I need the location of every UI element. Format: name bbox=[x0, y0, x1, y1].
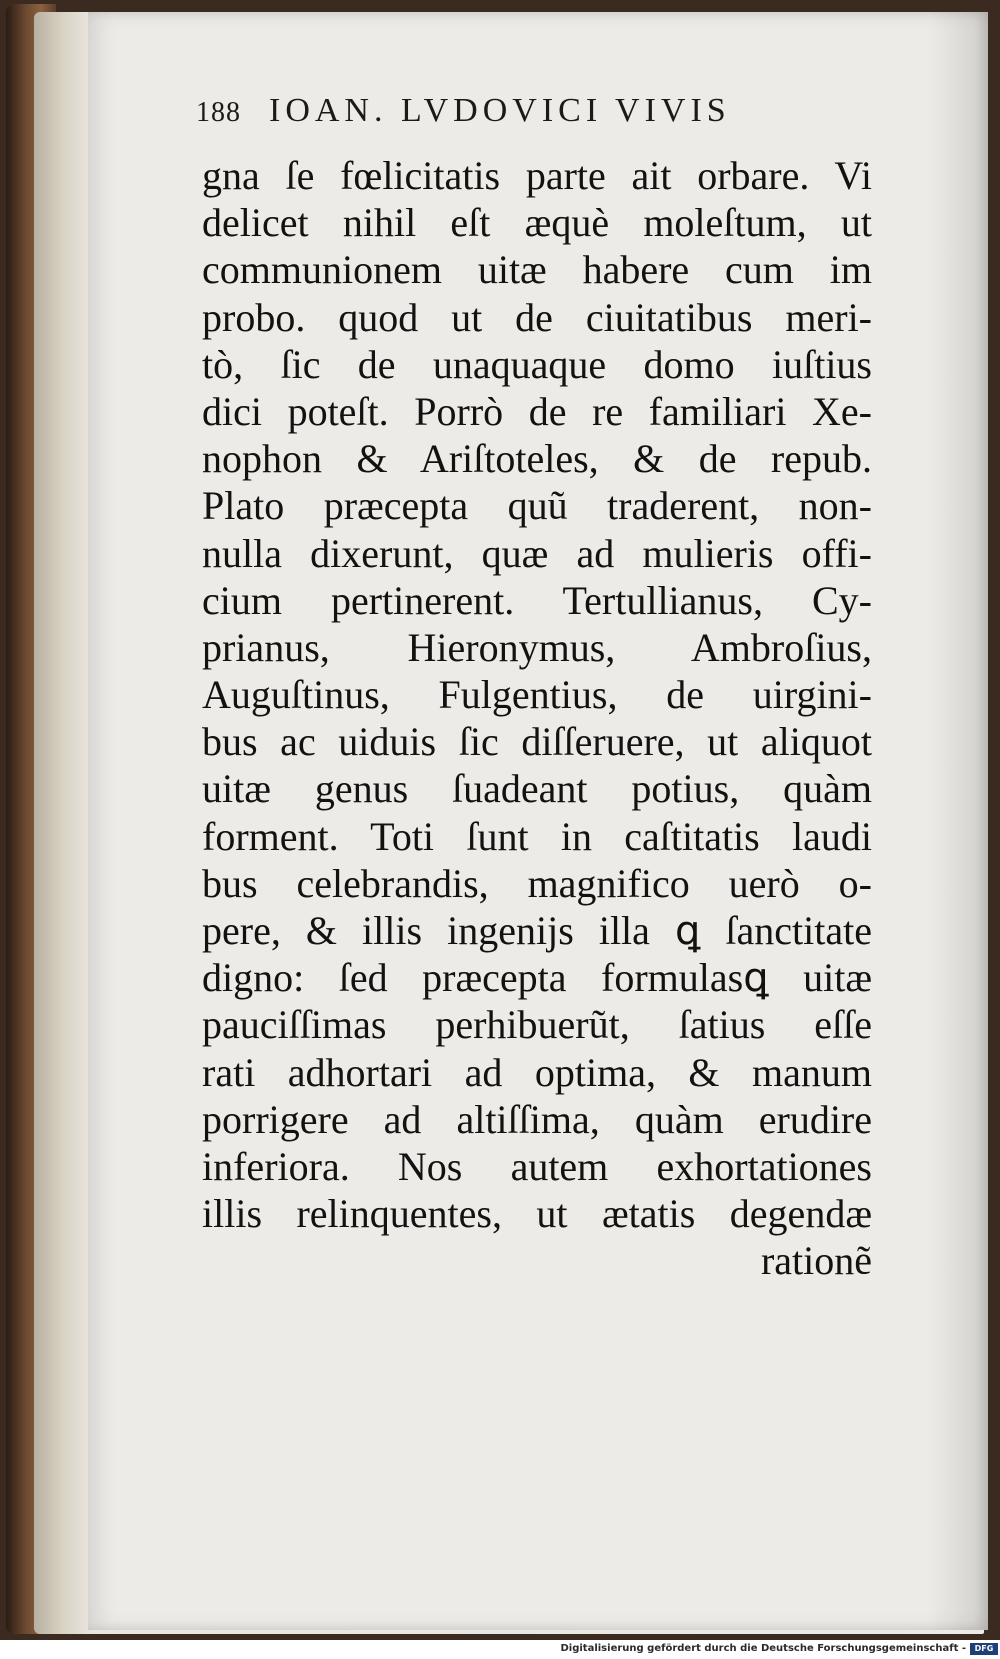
running-header bbox=[196, 92, 866, 148]
text-line: Plato præcepta quũ traderent, non- bbox=[202, 483, 872, 529]
dfg-logo: DFG bbox=[970, 1643, 998, 1655]
catchword: rationẽ bbox=[760, 1238, 872, 1284]
text-line: nulla dixerunt, quæ ad mulieris offi- bbox=[202, 530, 872, 576]
text-line: forment. Toti ſunt in caſtitatis laudi bbox=[202, 813, 872, 859]
text-line: tò, ſic de unaquaque domo iuſtius bbox=[202, 341, 872, 387]
text-line: dici poteſt. Porrò de re familiari Xe- bbox=[202, 388, 872, 434]
text-line: communionem uitæ habere cum im bbox=[202, 247, 872, 293]
text-line: uitæ genus ſuadeant potius, quàm bbox=[202, 766, 872, 812]
text-line: delicet nihil eſt æquè moleſtum, ut bbox=[202, 200, 872, 246]
body-text bbox=[202, 152, 872, 1285]
text-line: gna ſe fœlicitatis parte ait orbare. Vi bbox=[202, 153, 872, 198]
text-line: illis relinquentes, ut ætatis degendæ bbox=[202, 1191, 872, 1237]
page-number: 188 bbox=[196, 97, 241, 128]
footer-bar bbox=[0, 1640, 1000, 1659]
text-line: cium pertinerent. Tertullianus, Cy- bbox=[202, 577, 872, 623]
text-line: porrigere ad altiſſima, quàm erudire bbox=[202, 1096, 872, 1142]
text-line: prianus, Hieronymus, Ambroſius, bbox=[202, 624, 872, 670]
text-line: digno: ſed præcepta formulasꝗ uitæ bbox=[202, 955, 872, 1001]
text-line: bus ac uiduis ſic diſſeruere, ut aliquot bbox=[202, 719, 872, 765]
text-line: bus celebrandis, magnifico uerò o- bbox=[202, 860, 872, 906]
text-line: Auguſtinus, Fulgentius, de uirgini- bbox=[202, 672, 872, 718]
gutter-shadow bbox=[928, 12, 988, 1630]
funding-credit: Digitalisierung gefördert durch die Deutsche Forschungsgemeinschaft - bbox=[560, 1643, 966, 1654]
text-line: pauciſſimas perhibuerũt, ſatius eſſe bbox=[202, 1002, 872, 1048]
text-line: probo. quod ut de ciuitatibus meri- bbox=[202, 294, 872, 340]
text-line: pere, & illis ingenijs illa ꝗ ſanctitate bbox=[202, 908, 872, 953]
running-title: IOAN. LVDOVICI VIVIS bbox=[269, 92, 731, 129]
text-line: inferiora. Nos autem exhortationes bbox=[202, 1143, 872, 1189]
text-line: nophon & Ariſtoteles, & de repub. bbox=[202, 436, 872, 482]
text-line: rati adhortari ad optima, & manum bbox=[202, 1049, 872, 1095]
